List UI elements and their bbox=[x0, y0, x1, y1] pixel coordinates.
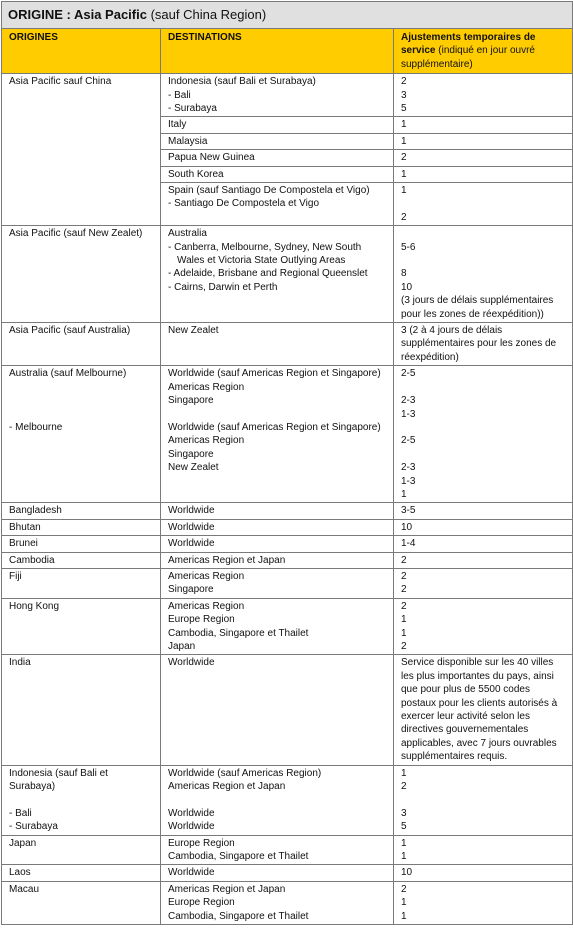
destination-cell bbox=[161, 226, 394, 323]
origin-text: - Surabaya bbox=[9, 821, 58, 833]
destination-cell bbox=[161, 519, 394, 535]
destination-text: Worldwide (sauf Americas Region et Singapore) bbox=[168, 368, 381, 380]
origin-text: Asia Pacific (sauf Australia) bbox=[9, 325, 131, 337]
destination-text: Worldwide (sauf Americas Region) bbox=[168, 767, 322, 779]
origin-cell bbox=[2, 519, 161, 535]
destination-cell bbox=[161, 166, 394, 182]
title-bold: ORIGINE : Asia Pacific bbox=[8, 7, 147, 22]
table-row bbox=[2, 366, 573, 503]
value-text: 10 bbox=[401, 281, 413, 293]
value-text: 1 bbox=[401, 910, 407, 922]
destination-text: Worldwide bbox=[168, 867, 215, 879]
destination-text: Americas Region et Japan bbox=[168, 554, 286, 566]
value-cell bbox=[394, 568, 573, 598]
origin-text: Asia Pacific (sauf New Zealet) bbox=[9, 228, 143, 240]
value-text: 1 bbox=[401, 767, 407, 779]
table-row bbox=[2, 519, 573, 535]
value-cell bbox=[394, 519, 573, 535]
title-rest: (sauf China Region) bbox=[146, 7, 267, 22]
destination-text: - Santiago De Compostela et Vigo bbox=[168, 198, 320, 210]
destination-text: Japan bbox=[168, 640, 196, 652]
value-text: 1 bbox=[401, 185, 407, 197]
value-cell bbox=[394, 133, 573, 149]
value-text: 5 bbox=[401, 821, 407, 833]
header-row bbox=[2, 29, 573, 74]
destination-cell bbox=[161, 150, 394, 166]
value-text: 1 bbox=[401, 627, 407, 639]
value-text: 2 bbox=[401, 781, 407, 793]
value-text: 2 bbox=[401, 640, 407, 652]
destination-text: Americas Region bbox=[168, 435, 245, 447]
destination-text: Cambodia, Singapore et Thailet bbox=[168, 851, 309, 863]
origin-cell bbox=[2, 835, 161, 865]
destination-text: Singapore bbox=[168, 395, 214, 407]
origin-cell bbox=[2, 881, 161, 924]
destination-text: Worldwide (sauf Americas Region et Singapore) bbox=[168, 421, 381, 433]
origin-cell bbox=[2, 536, 161, 552]
value-text: 3 (2 à 4 jours de délais supplémentaires pour les zones de réexpédition) bbox=[401, 325, 557, 363]
origin-text: - Melbourne bbox=[9, 421, 63, 433]
origin-text: Laos bbox=[9, 867, 31, 879]
destination-text: Singapore bbox=[168, 448, 214, 460]
value-cell bbox=[394, 552, 573, 568]
destination-text: Australia bbox=[168, 228, 207, 240]
destination-text: Worldwide bbox=[168, 821, 215, 833]
value-text: 2-3 bbox=[401, 395, 416, 407]
destination-text: Americas Region et Japan bbox=[168, 781, 286, 793]
destination-text: Worldwide bbox=[168, 807, 215, 819]
value-cell bbox=[394, 150, 573, 166]
value-text: 10 bbox=[401, 521, 413, 533]
origin-cell bbox=[2, 865, 161, 881]
value-text: 2 bbox=[401, 211, 407, 223]
table-row bbox=[2, 865, 573, 881]
table-row bbox=[2, 881, 573, 924]
destination-text: - Adelaide, Brisbane and Regional Queenslet bbox=[168, 268, 368, 280]
value-text: 2 bbox=[401, 600, 407, 612]
value-cell bbox=[394, 117, 573, 133]
header-destinations: DESTINATIONS bbox=[161, 29, 394, 74]
origin-cell bbox=[2, 568, 161, 598]
destination-cell bbox=[161, 881, 394, 924]
destination-text: Americas Region bbox=[168, 570, 245, 582]
destination-text: Europe Region bbox=[168, 837, 235, 849]
origin-cell bbox=[2, 552, 161, 568]
origin-text: India bbox=[9, 657, 31, 669]
destination-text: Worldwide bbox=[168, 505, 215, 517]
value-cell bbox=[394, 835, 573, 865]
value-text: 2 bbox=[401, 76, 407, 88]
table-row bbox=[2, 568, 573, 598]
destination-text: South Korea bbox=[168, 168, 224, 180]
origin-text: Australia (sauf Melbourne) bbox=[9, 368, 127, 380]
origin-cell bbox=[2, 323, 161, 366]
value-cell bbox=[394, 366, 573, 503]
value-text: 5-6 bbox=[401, 241, 416, 253]
destination-text: Cambodia, Singapore et Thailet bbox=[168, 910, 309, 922]
value-cell bbox=[394, 323, 573, 366]
destination-text: - Surabaya bbox=[168, 103, 217, 115]
value-text: 5 bbox=[401, 103, 407, 115]
document-page bbox=[1, 1, 572, 925]
origin-cell bbox=[2, 503, 161, 519]
value-text: (3 jours de délais supplémentaires pour les zones de réexpédition)) bbox=[401, 295, 554, 320]
destination-text: - Cairns, Darwin et Perth bbox=[168, 281, 278, 293]
value-text: 2 bbox=[401, 584, 407, 596]
value-text: 1-3 bbox=[401, 475, 416, 487]
destination-cell bbox=[161, 765, 394, 835]
value-text: 1 bbox=[401, 851, 407, 863]
destination-cell bbox=[161, 568, 394, 598]
origin-text: Indonesia (sauf Bali et Surabaya) bbox=[9, 767, 108, 793]
value-cell bbox=[394, 166, 573, 182]
value-text: 2 bbox=[401, 570, 407, 582]
origin-cell bbox=[2, 226, 161, 323]
value-text: 2-5 bbox=[401, 435, 416, 447]
value-cell bbox=[394, 881, 573, 924]
value-text: 2-5 bbox=[401, 368, 416, 380]
destination-cell bbox=[161, 323, 394, 366]
value-text: 2 bbox=[401, 883, 407, 895]
table-row bbox=[2, 598, 573, 655]
value-text: 3 bbox=[401, 89, 407, 101]
table-row bbox=[2, 536, 573, 552]
destination-text: Europe Region bbox=[168, 614, 235, 626]
table-title-row bbox=[2, 2, 573, 29]
value-text: 3 bbox=[401, 807, 407, 819]
value-text: 1 bbox=[401, 897, 407, 909]
value-text: 10 bbox=[401, 867, 413, 879]
value-text: 1 bbox=[401, 168, 407, 180]
destination-cell bbox=[161, 133, 394, 149]
origin-text: Asia Pacific sauf China bbox=[9, 76, 112, 88]
table-row bbox=[2, 765, 573, 835]
destination-text: Malaysia bbox=[168, 135, 208, 147]
destination-text: Worldwide bbox=[168, 538, 215, 550]
destination-text: Americas Region et Japan bbox=[168, 883, 286, 895]
destination-cell bbox=[161, 366, 394, 503]
value-text: 2-3 bbox=[401, 462, 416, 474]
value-text: 1 bbox=[401, 837, 407, 849]
value-cell bbox=[394, 655, 573, 765]
table-row bbox=[2, 655, 573, 765]
origin-cell bbox=[2, 366, 161, 503]
value-text: 1-4 bbox=[401, 538, 416, 550]
origin-text: Japan bbox=[9, 837, 37, 849]
header-origins: ORIGINES bbox=[2, 29, 161, 74]
table-row bbox=[2, 552, 573, 568]
value-text: 1 bbox=[401, 614, 407, 626]
destination-text: New Zealet bbox=[168, 462, 219, 474]
destination-text: Wales et Victoria State Outlying Areas bbox=[177, 255, 346, 267]
origin-text: Bangladesh bbox=[9, 505, 62, 517]
table-row bbox=[2, 503, 573, 519]
origin-cell bbox=[2, 598, 161, 655]
destination-cell bbox=[161, 552, 394, 568]
destination-text: Americas Region bbox=[168, 381, 245, 393]
destination-text: Italy bbox=[168, 119, 187, 131]
header-adjust-bold: Ajustements temporaires de service bbox=[401, 32, 536, 57]
value-cell bbox=[394, 765, 573, 835]
destination-cell bbox=[161, 183, 394, 226]
destination-text: Worldwide bbox=[168, 521, 215, 533]
destination-text: New Zealet bbox=[168, 325, 219, 337]
destination-cell bbox=[161, 503, 394, 519]
destination-text: Papua New Guinea bbox=[168, 152, 255, 164]
destination-cell bbox=[161, 865, 394, 881]
destination-text: Cambodia, Singapore et Thailet bbox=[168, 627, 309, 639]
value-text: 8 bbox=[401, 268, 407, 280]
service-adjustments-table bbox=[1, 1, 573, 925]
value-cell bbox=[394, 598, 573, 655]
value-cell bbox=[394, 74, 573, 117]
header-adjustments bbox=[394, 29, 573, 74]
destination-cell bbox=[161, 74, 394, 117]
value-text: 3-5 bbox=[401, 505, 416, 517]
value-text: 1-3 bbox=[401, 408, 416, 420]
destination-cell bbox=[161, 536, 394, 552]
value-text: 2 bbox=[401, 152, 407, 164]
origin-text: Hong Kong bbox=[9, 600, 60, 612]
destination-text: Europe Region bbox=[168, 897, 235, 909]
destination-text: Indonesia (sauf Bali et Surabaya) bbox=[168, 76, 316, 88]
value-text: 1 bbox=[401, 119, 407, 131]
origin-text: Cambodia bbox=[9, 554, 55, 566]
origin-text: Fiji bbox=[9, 570, 22, 582]
destination-text: Singapore bbox=[168, 584, 214, 596]
origin-cell bbox=[2, 765, 161, 835]
destination-text: - Canberra, Melbourne, Sydney, New South bbox=[168, 241, 362, 253]
origin-text: Brunei bbox=[9, 538, 38, 550]
destination-text: Spain (sauf Santiago De Compostela et Vigo) bbox=[168, 185, 370, 197]
table-title bbox=[2, 2, 573, 29]
destination-text: Americas Region bbox=[168, 600, 245, 612]
table-row bbox=[2, 323, 573, 366]
value-cell bbox=[394, 536, 573, 552]
value-text: Service disponible sur les 40 villes les plus importantes du pays, ainsi que pour plus de 5500 codes postaux pour les clients autorisés à exercer leur activité selon les directives gouvernementales applicables, avec 7 jours ouvrables supplémentaires requis. bbox=[401, 657, 558, 763]
value-cell bbox=[394, 226, 573, 323]
value-cell bbox=[394, 865, 573, 881]
table-row bbox=[2, 226, 573, 323]
destination-text: Worldwide bbox=[168, 657, 215, 669]
origin-text: Macau bbox=[9, 883, 40, 895]
value-cell bbox=[394, 183, 573, 226]
origin-text: - Bali bbox=[9, 807, 32, 819]
destination-text: - Bali bbox=[168, 89, 191, 101]
destination-cell bbox=[161, 655, 394, 765]
origin-cell bbox=[2, 74, 161, 226]
destination-cell bbox=[161, 598, 394, 655]
table-row bbox=[2, 74, 573, 117]
origin-text: Bhutan bbox=[9, 521, 41, 533]
value-text: 2 bbox=[401, 554, 407, 566]
header-adjust-rest: (indiqué en jour ouvré supplémentaire) bbox=[401, 45, 535, 70]
destination-cell bbox=[161, 835, 394, 865]
value-text: 1 bbox=[401, 488, 407, 500]
table-row bbox=[2, 835, 573, 865]
destination-cell bbox=[161, 117, 394, 133]
origin-cell bbox=[2, 655, 161, 765]
value-cell bbox=[394, 503, 573, 519]
value-text: 1 bbox=[401, 135, 407, 147]
